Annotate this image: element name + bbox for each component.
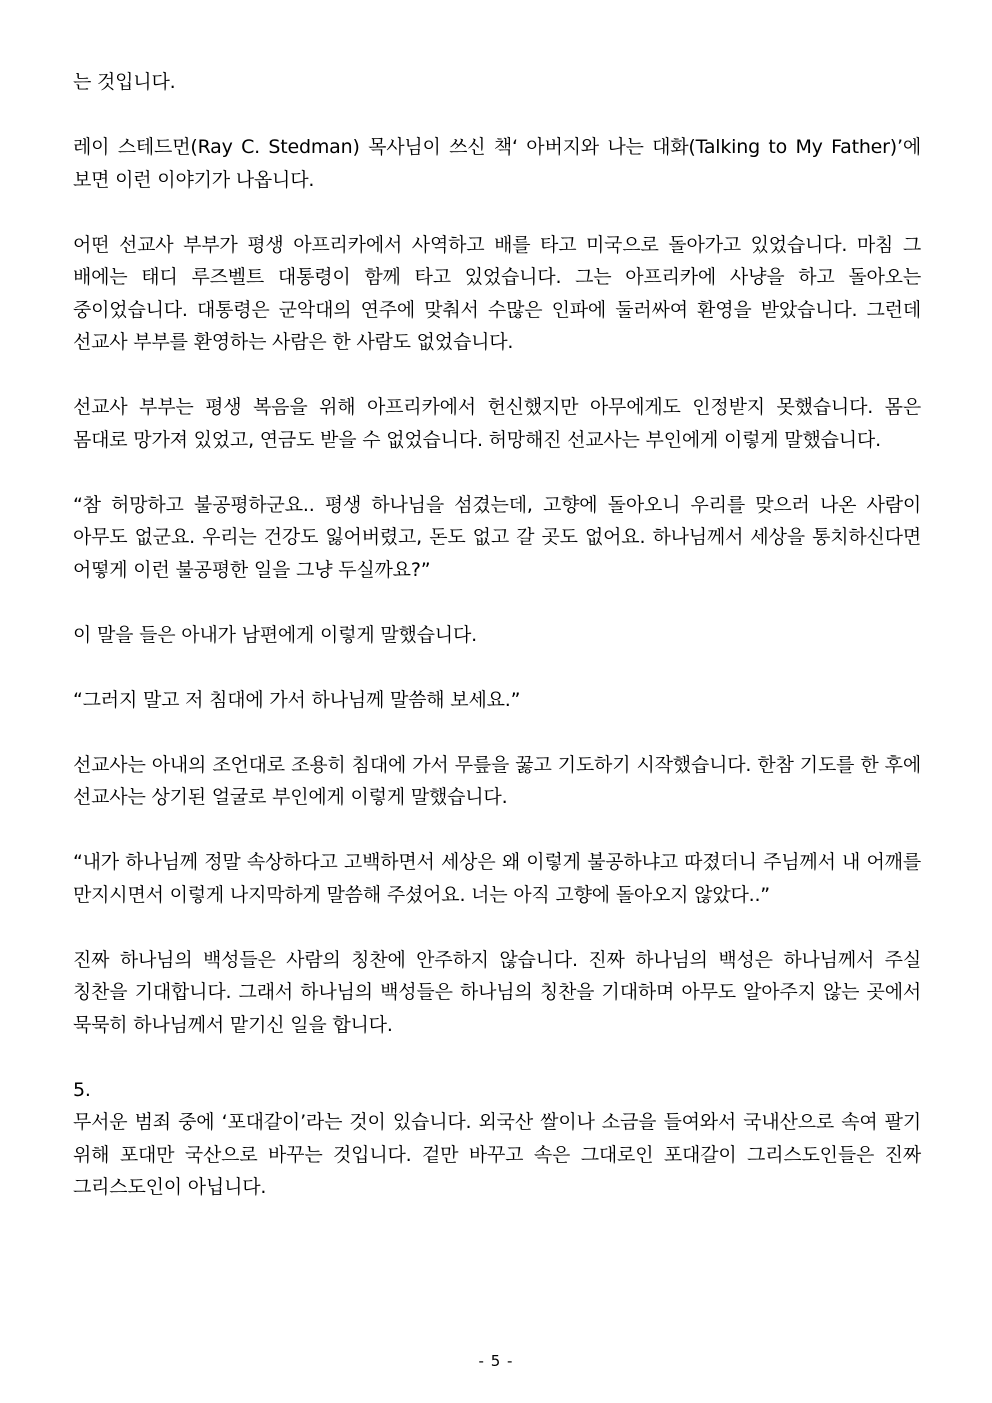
paragraph: 무서운 범죄 중에 ‘포대갈이’라는 것이 있습니다. 외국산 쌀이나 소금을 들여와서 국내산으로 속여 팔기 위해 포대만 국산으로 바꾸는 것입니다. 겉만 바꾸고 속은 그대로인 포대갈이 그리스도인들은 진짜 그리스도인이 아닙니다. (73, 1111, 921, 1198)
page-body (73, 66, 921, 1236)
paragraph: 레이 스테드먼(Ray C. Stedman) 목사님이 쓰신 책‘ 아버지와 나는 대화(Talking to My Father)’에 보면 이런 이야기가 나옵니다. (73, 136, 921, 191)
paragraph: 선교사 부부는 평생 복음을 위해 아프리카에서 헌신했지만 아무에게도 인정받지 못했습니다. 몸은 몸대로 망가져 있었고, 연금도 받을 수 없었습니다. 허망해진 선교사는 부인에게 이렇게 말했습니다. (73, 396, 921, 451)
paragraph: 선교사는 아내의 조언대로 조용히 침대에 가서 무릎을 꿇고 기도하기 시작했습니다. 한참 기도를 한 후에 선교사는 상기된 얼굴로 부인에게 이렇게 말했습니다. (73, 753, 921, 808)
paragraph: 는 것입니다. (73, 71, 176, 93)
paragraph: “참 허망하고 불공평하군요.. 평생 하나님을 섬겼는데, 고향에 돌아오니 우리를 맞으러 나온 사람이 아무도 없군요. 우리는 건강도 잃어버렸고, 돈도 없고 갈 곳도 없어요. 하나님께서 세상을 통치하신다면 어떻게 이런 불공평한 일을 그냥 두실까요?” (73, 493, 921, 581)
paragraph: 어떤 선교사 부부가 평생 아프리카에서 사역하고 배를 타고 미국으로 돌아가고 있었습니다. 마침 그 배에는 태디 루즈벨트 대통령이 함께 타고 있었습니다. 그는 아프리카에 사냥을 하고 돌아오는 중이었습니다. 대통령은 군악대의 연주에 맞춰서 수많은 인파에 둘러싸여 환영을 받았습니다. 그런데 선교사 부부를 환영하는 사람은 한 사람도 없었습니다. (73, 233, 921, 353)
section-number: 5. (73, 1078, 91, 1101)
page-number: - 5 - (478, 1352, 514, 1370)
paragraph: 진짜 하나님의 백성들은 사람의 칭찬에 안주하지 않습니다. 진짜 하나님의 백성은 하나님께서 주실 칭찬을 기대합니다. 그래서 하나님의 백성들은 하나님의 칭찬을 기대하며 아무도 알아주지 않는 곳에서 묵묵히 하나님께서 맡기신 일을 합니다. (73, 948, 921, 1036)
paragraph: “그러지 말고 저 침대에 가서 하나님께 말씀해 보세요.” (73, 688, 521, 711)
paragraph: “내가 하나님께 정말 속상하다고 고백하면서 세상은 왜 이렇게 불공하냐고 따졌더니 주님께서 내 어깨를 만지시면서 이렇게 나지막하게 말씀해 주셨어요. 너는 아직 고향에 돌아오지 않았다..” (73, 851, 921, 906)
paragraph: 이 말을 들은 아내가 남편에게 이렇게 말했습니다. (73, 623, 477, 646)
